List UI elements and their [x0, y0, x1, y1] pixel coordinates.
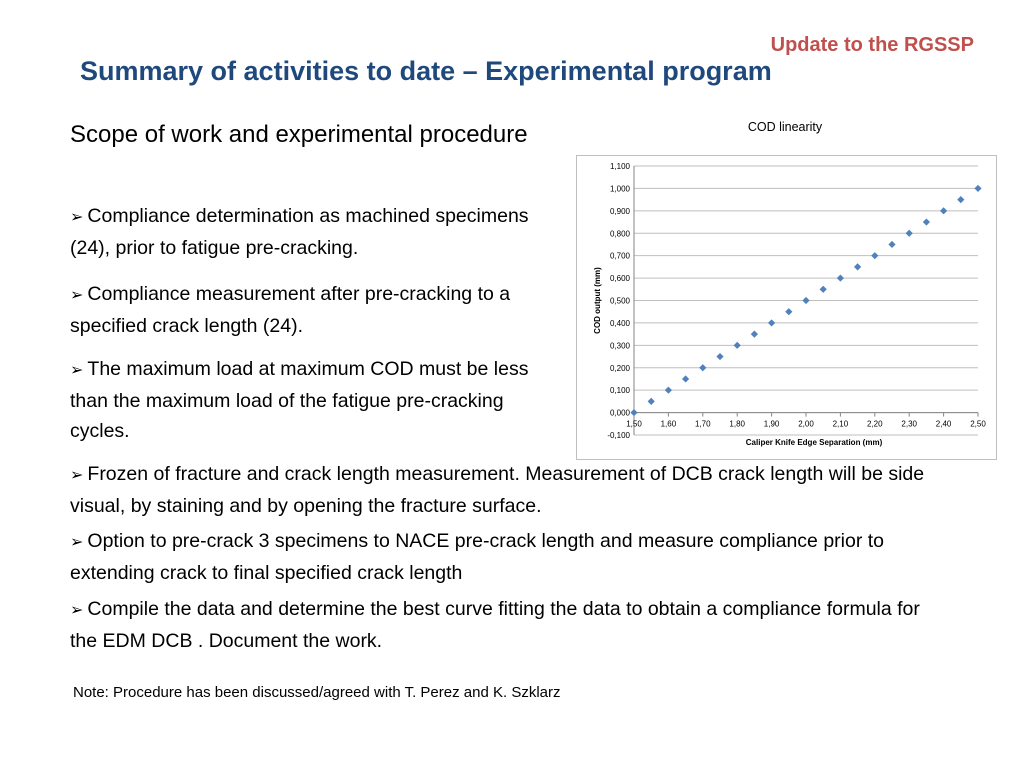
- data-point: [682, 375, 689, 382]
- data-point: [854, 263, 861, 270]
- y-tick-label: -0,100: [607, 431, 630, 440]
- y-tick-label: 0,600: [609, 274, 630, 284]
- data-point: [957, 196, 964, 203]
- slide-tag: Update to the RGSSP: [770, 34, 974, 56]
- y-tick-label: 0,400: [609, 318, 630, 328]
- bullet-item: [70, 526, 930, 588]
- x-tick-label: 1,70: [695, 419, 711, 429]
- bullet-text: Compile the data and determine the best curve fitting the data to obtain a compliance formula for the EDM DCB . Document the work.: [70, 598, 920, 652]
- x-tick-label: 1,60: [660, 419, 677, 429]
- data-point: [734, 342, 741, 349]
- cod-linearity-chart: [576, 155, 997, 460]
- procedure-note: Note: Procedure has been discussed/agreed with T. Perez and K. Szklarz: [73, 684, 561, 701]
- y-tick-label: 1,000: [609, 184, 630, 194]
- data-point: [888, 241, 895, 248]
- y-tick-label: 0,000: [609, 408, 630, 418]
- data-point: [906, 230, 913, 237]
- data-point: [716, 353, 723, 360]
- x-tick-label: 2,30: [901, 419, 917, 429]
- chart-title: COD linearity: [747, 120, 823, 134]
- x-tick-label: 2,00: [798, 419, 814, 429]
- x-tick-label: 2,20: [867, 419, 883, 429]
- bullet-text: Compliance measurement after pre-cracking to a specified crack length (24).: [70, 283, 511, 337]
- arrow-bullet-icon: ➢: [70, 602, 84, 619]
- data-point: [923, 218, 930, 225]
- y-axis-title: COD output (mm): [593, 267, 602, 334]
- data-point: [699, 364, 706, 371]
- data-point: [940, 207, 947, 214]
- bullet-item: [70, 201, 540, 263]
- x-tick-label: 2,50: [970, 419, 986, 429]
- arrow-bullet-icon: ➢: [70, 362, 84, 379]
- bullet-text: Option to pre-crack 3 specimens to NACE pre-crack length and measure compliance prior to extending crack to final specified crack length: [70, 530, 885, 584]
- data-point: [768, 319, 775, 326]
- slide-title: Summary of activities to date – Experimental program: [80, 56, 772, 86]
- y-tick-label: 0,900: [609, 206, 630, 216]
- bullet-item: [70, 594, 930, 656]
- data-point: [871, 252, 878, 259]
- bullet-item: [70, 459, 930, 521]
- y-tick-label: 0,700: [609, 251, 630, 261]
- arrow-bullet-icon: ➢: [70, 287, 84, 304]
- bullet-text: The maximum load at maximum COD must be less than the maximum load of the fatigue pre-cracking cycles.: [70, 358, 529, 442]
- data-point: [837, 274, 844, 281]
- data-point: [630, 409, 637, 416]
- x-axis-title: Caliper Knife Edge Separation (mm): [745, 438, 883, 447]
- arrow-bullet-icon: ➢: [70, 467, 84, 484]
- bullet-text: Compliance determination as machined specimens (24), prior to fatigue pre-cracking.: [70, 205, 529, 259]
- data-point: [665, 387, 672, 394]
- x-tick-label: 2,10: [832, 419, 849, 429]
- y-tick-label: 0,100: [609, 386, 630, 396]
- bullet-item: [70, 354, 548, 446]
- y-tick-label: 0,200: [609, 363, 630, 373]
- data-point: [648, 398, 655, 405]
- bullet-item: [70, 279, 565, 341]
- chart-svg: [577, 156, 998, 461]
- y-tick-label: 1,100: [609, 162, 630, 171]
- arrow-bullet-icon: ➢: [70, 209, 84, 226]
- x-tick-label: 2,40: [935, 419, 952, 429]
- data-point: [751, 331, 758, 338]
- x-tick-label: 1,50: [626, 419, 642, 429]
- y-tick-label: 0,800: [609, 229, 630, 239]
- data-point: [802, 297, 809, 304]
- data-point: [974, 185, 981, 192]
- x-tick-label: 1,80: [729, 419, 745, 429]
- bullet-text: Frozen of fracture and crack length measurement. Measurement of DCB crack length will be side visual, by staining and by opening the fracture surface.: [70, 463, 925, 517]
- slide-subtitle: Scope of work and experimental procedure: [70, 121, 528, 148]
- data-point: [785, 308, 792, 315]
- y-tick-label: 0,500: [609, 296, 630, 306]
- x-tick-label: 1,90: [763, 419, 780, 429]
- data-point: [820, 286, 827, 293]
- y-tick-label: 0,300: [609, 341, 630, 351]
- arrow-bullet-icon: ➢: [70, 534, 84, 551]
